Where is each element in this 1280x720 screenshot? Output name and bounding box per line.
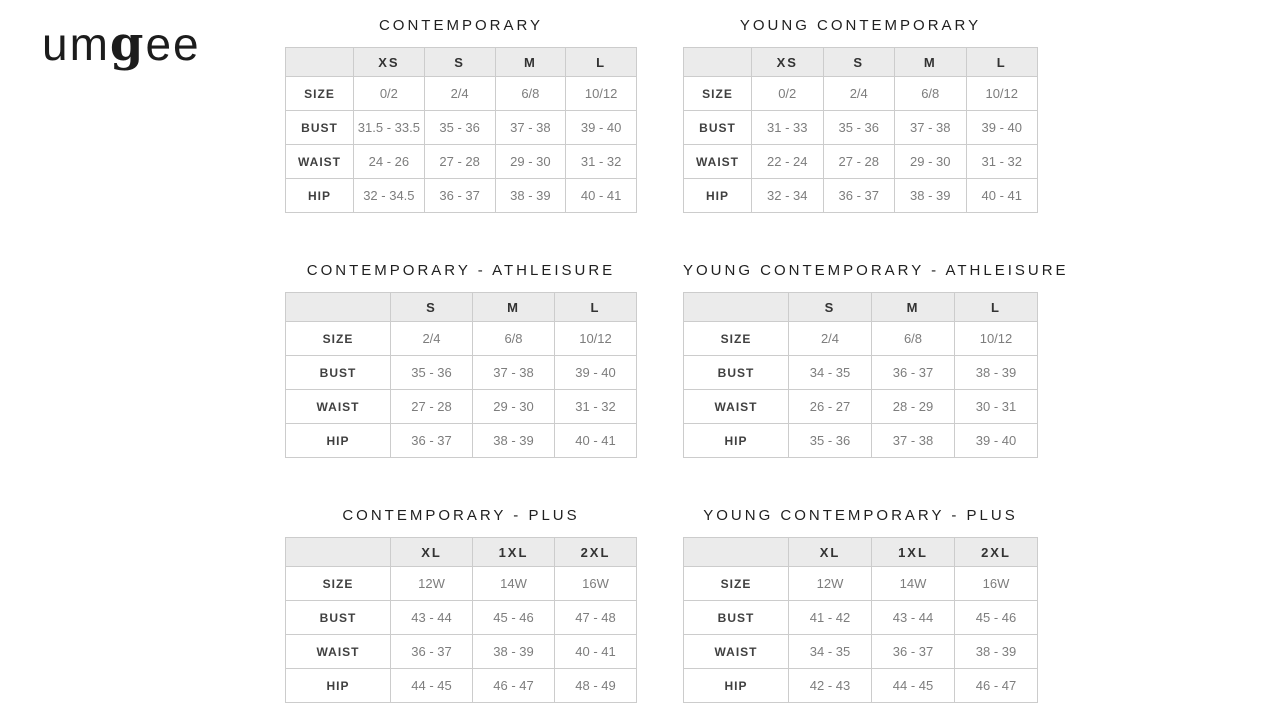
measurement-cell: 32 - 34.5 bbox=[354, 179, 425, 213]
table-row bbox=[286, 635, 637, 669]
measurement-cell: 47 - 48 bbox=[555, 601, 637, 635]
table-row bbox=[684, 635, 1038, 669]
table-row bbox=[684, 111, 1038, 145]
measurement-cell: 36 - 37 bbox=[424, 179, 495, 213]
row-label: SIZE bbox=[684, 77, 752, 111]
measurement-cell: 44 - 45 bbox=[391, 669, 473, 703]
size-table bbox=[285, 47, 637, 213]
table-row bbox=[684, 390, 1038, 424]
measurement-cell: 32 - 34 bbox=[752, 179, 824, 213]
measurement-cell: 31 - 32 bbox=[966, 145, 1038, 179]
measurement-cell: 46 - 47 bbox=[955, 669, 1038, 703]
table-row bbox=[286, 669, 637, 703]
size-column-header: L bbox=[566, 48, 637, 77]
size-column-header: XL bbox=[391, 538, 473, 567]
size-column-header: 2XL bbox=[955, 538, 1038, 567]
table-row bbox=[286, 77, 637, 111]
measurement-cell: 29 - 30 bbox=[473, 390, 555, 424]
measurement-cell: 10/12 bbox=[555, 322, 637, 356]
measurement-cell: 16W bbox=[955, 567, 1038, 601]
table-row bbox=[684, 424, 1038, 458]
measurement-cell: 12W bbox=[391, 567, 473, 601]
chart-title: CONTEMPORARY - ATHLEISURE bbox=[306, 262, 616, 279]
measurement-cell: 37 - 38 bbox=[872, 424, 955, 458]
corner-cell bbox=[286, 48, 354, 77]
measurement-cell: 39 - 40 bbox=[955, 424, 1038, 458]
size-column-header: XS bbox=[752, 48, 824, 77]
corner-cell bbox=[286, 538, 391, 567]
size-chart-contemporary-athleisure bbox=[285, 262, 637, 458]
size-column-header: S bbox=[823, 48, 895, 77]
measurement-cell: 29 - 30 bbox=[495, 145, 566, 179]
size-column-header: M bbox=[895, 48, 967, 77]
row-label: WAIST bbox=[286, 145, 354, 179]
measurement-cell: 31 - 32 bbox=[566, 145, 637, 179]
measurement-cell: 30 - 31 bbox=[955, 390, 1038, 424]
corner-cell bbox=[684, 293, 789, 322]
table-row bbox=[684, 77, 1038, 111]
size-column-header: XS bbox=[354, 48, 425, 77]
umgee-logo bbox=[42, 16, 201, 72]
measurement-cell: 6/8 bbox=[872, 322, 955, 356]
measurement-cell: 28 - 29 bbox=[872, 390, 955, 424]
measurement-cell: 36 - 37 bbox=[823, 179, 895, 213]
measurement-cell: 39 - 40 bbox=[966, 111, 1038, 145]
row-label: HIP bbox=[286, 179, 354, 213]
measurement-cell: 10/12 bbox=[955, 322, 1038, 356]
chart-title: CONTEMPORARY bbox=[378, 17, 544, 34]
measurement-cell: 0/2 bbox=[354, 77, 425, 111]
measurement-cell: 40 - 41 bbox=[966, 179, 1038, 213]
size-column-header: XL bbox=[789, 538, 872, 567]
table-row bbox=[286, 145, 637, 179]
measurement-cell: 42 - 43 bbox=[789, 669, 872, 703]
chart-title: YOUNG CONTEMPORARY - PLUS bbox=[703, 507, 1018, 524]
row-label: BUST bbox=[286, 111, 354, 145]
measurement-cell: 12W bbox=[789, 567, 872, 601]
measurement-cell: 48 - 49 bbox=[555, 669, 637, 703]
row-label: HIP bbox=[286, 669, 391, 703]
table-row bbox=[684, 601, 1038, 635]
table-row bbox=[286, 390, 637, 424]
measurement-cell: 0/2 bbox=[752, 77, 824, 111]
measurement-cell: 35 - 36 bbox=[391, 356, 473, 390]
size-table bbox=[683, 292, 1038, 458]
table-row bbox=[286, 601, 637, 635]
size-column-header: S bbox=[391, 293, 473, 322]
measurement-cell: 35 - 36 bbox=[823, 111, 895, 145]
size-charts-grid bbox=[285, 17, 1069, 703]
size-chart-young-contemporary-athleisure bbox=[683, 262, 1069, 458]
measurement-cell: 27 - 28 bbox=[391, 390, 473, 424]
measurement-cell: 36 - 37 bbox=[872, 356, 955, 390]
logo-text-ee: ee bbox=[145, 18, 201, 70]
measurement-cell: 14W bbox=[872, 567, 955, 601]
logo-text-um: um bbox=[42, 18, 110, 70]
measurement-cell: 2/4 bbox=[789, 322, 872, 356]
measurement-cell: 46 - 47 bbox=[473, 669, 555, 703]
size-column-header: L bbox=[955, 293, 1038, 322]
row-label: BUST bbox=[286, 356, 391, 390]
size-column-header: M bbox=[473, 293, 555, 322]
row-label: HIP bbox=[684, 669, 789, 703]
measurement-cell: 6/8 bbox=[473, 322, 555, 356]
size-column-header: S bbox=[424, 48, 495, 77]
measurement-cell: 38 - 39 bbox=[895, 179, 967, 213]
measurement-cell: 38 - 39 bbox=[495, 179, 566, 213]
header-row bbox=[684, 538, 1038, 567]
size-column-header: L bbox=[555, 293, 637, 322]
measurement-cell: 43 - 44 bbox=[872, 601, 955, 635]
header-row bbox=[286, 48, 637, 77]
measurement-cell: 2/4 bbox=[424, 77, 495, 111]
table-row bbox=[684, 669, 1038, 703]
table-row bbox=[286, 567, 637, 601]
measurement-cell: 39 - 40 bbox=[566, 111, 637, 145]
measurement-cell: 14W bbox=[473, 567, 555, 601]
size-chart-contemporary-plus bbox=[285, 507, 637, 703]
row-label: BUST bbox=[684, 111, 752, 145]
measurement-cell: 36 - 37 bbox=[872, 635, 955, 669]
row-label: HIP bbox=[286, 424, 391, 458]
row-label: HIP bbox=[684, 179, 752, 213]
row-label: HIP bbox=[684, 424, 789, 458]
measurement-cell: 45 - 46 bbox=[473, 601, 555, 635]
row-label: WAIST bbox=[286, 635, 391, 669]
size-column-header: 1XL bbox=[872, 538, 955, 567]
measurement-cell: 38 - 39 bbox=[473, 635, 555, 669]
measurement-cell: 38 - 39 bbox=[473, 424, 555, 458]
measurement-cell: 24 - 26 bbox=[354, 145, 425, 179]
size-table bbox=[683, 47, 1038, 213]
size-table bbox=[683, 537, 1038, 703]
measurement-cell: 37 - 38 bbox=[895, 111, 967, 145]
table-row bbox=[286, 179, 637, 213]
size-column-header: M bbox=[495, 48, 566, 77]
measurement-cell: 16W bbox=[555, 567, 637, 601]
size-column-header: L bbox=[966, 48, 1038, 77]
measurement-cell: 45 - 46 bbox=[955, 601, 1038, 635]
measurement-cell: 40 - 41 bbox=[566, 179, 637, 213]
measurement-cell: 37 - 38 bbox=[495, 111, 566, 145]
row-label: BUST bbox=[286, 601, 391, 635]
measurement-cell: 31.5 - 33.5 bbox=[354, 111, 425, 145]
table-row bbox=[286, 322, 637, 356]
table-row bbox=[286, 424, 637, 458]
corner-cell bbox=[684, 48, 752, 77]
size-column-header: S bbox=[789, 293, 872, 322]
header-row bbox=[286, 538, 637, 567]
measurement-cell: 40 - 41 bbox=[555, 424, 637, 458]
chart-title: CONTEMPORARY - PLUS bbox=[342, 507, 580, 524]
corner-cell bbox=[286, 293, 391, 322]
measurement-cell: 29 - 30 bbox=[895, 145, 967, 179]
measurement-cell: 43 - 44 bbox=[391, 601, 473, 635]
corner-cell bbox=[684, 538, 789, 567]
table-row bbox=[684, 179, 1038, 213]
measurement-cell: 41 - 42 bbox=[789, 601, 872, 635]
size-column-header: 1XL bbox=[473, 538, 555, 567]
size-column-header: M bbox=[872, 293, 955, 322]
logo-text-g: g bbox=[109, 16, 146, 72]
measurement-cell: 34 - 35 bbox=[789, 356, 872, 390]
measurement-cell: 38 - 39 bbox=[955, 635, 1038, 669]
measurement-cell: 36 - 37 bbox=[391, 424, 473, 458]
measurement-cell: 6/8 bbox=[895, 77, 967, 111]
table-row bbox=[684, 356, 1038, 390]
row-label: BUST bbox=[684, 356, 789, 390]
measurement-cell: 39 - 40 bbox=[555, 356, 637, 390]
size-column-header: 2XL bbox=[555, 538, 637, 567]
measurement-cell: 31 - 33 bbox=[752, 111, 824, 145]
measurement-cell: 27 - 28 bbox=[424, 145, 495, 179]
row-label: WAIST bbox=[684, 635, 789, 669]
row-label: WAIST bbox=[684, 390, 789, 424]
measurement-cell: 27 - 28 bbox=[823, 145, 895, 179]
row-label: SIZE bbox=[684, 567, 789, 601]
measurement-cell: 37 - 38 bbox=[473, 356, 555, 390]
measurement-cell: 31 - 32 bbox=[555, 390, 637, 424]
measurement-cell: 36 - 37 bbox=[391, 635, 473, 669]
row-label: SIZE bbox=[286, 77, 354, 111]
measurement-cell: 6/8 bbox=[495, 77, 566, 111]
measurement-cell: 22 - 24 bbox=[752, 145, 824, 179]
measurement-cell: 34 - 35 bbox=[789, 635, 872, 669]
row-label: WAIST bbox=[286, 390, 391, 424]
row-label: BUST bbox=[684, 601, 789, 635]
measurement-cell: 10/12 bbox=[566, 77, 637, 111]
table-row bbox=[684, 567, 1038, 601]
row-label: SIZE bbox=[286, 322, 391, 356]
chart-title: YOUNG CONTEMPORARY - ATHLEISURE bbox=[683, 262, 1069, 279]
row-label: WAIST bbox=[684, 145, 752, 179]
table-row bbox=[286, 111, 637, 145]
header-row bbox=[684, 293, 1038, 322]
chart-title: YOUNG CONTEMPORARY bbox=[739, 17, 982, 34]
measurement-cell: 44 - 45 bbox=[872, 669, 955, 703]
table-row bbox=[684, 322, 1038, 356]
row-label: SIZE bbox=[684, 322, 789, 356]
size-chart-young-contemporary-plus bbox=[683, 507, 1038, 703]
size-chart-contemporary bbox=[285, 17, 637, 213]
header-row bbox=[684, 48, 1038, 77]
size-table bbox=[285, 292, 637, 458]
row-label: SIZE bbox=[286, 567, 391, 601]
measurement-cell: 38 - 39 bbox=[955, 356, 1038, 390]
header-row bbox=[286, 293, 637, 322]
measurement-cell: 2/4 bbox=[391, 322, 473, 356]
measurement-cell: 26 - 27 bbox=[789, 390, 872, 424]
size-table bbox=[285, 537, 637, 703]
measurement-cell: 35 - 36 bbox=[424, 111, 495, 145]
measurement-cell: 10/12 bbox=[966, 77, 1038, 111]
size-chart-young-contemporary bbox=[683, 17, 1038, 213]
measurement-cell: 40 - 41 bbox=[555, 635, 637, 669]
table-row bbox=[684, 145, 1038, 179]
measurement-cell: 2/4 bbox=[823, 77, 895, 111]
table-row bbox=[286, 356, 637, 390]
measurement-cell: 35 - 36 bbox=[789, 424, 872, 458]
